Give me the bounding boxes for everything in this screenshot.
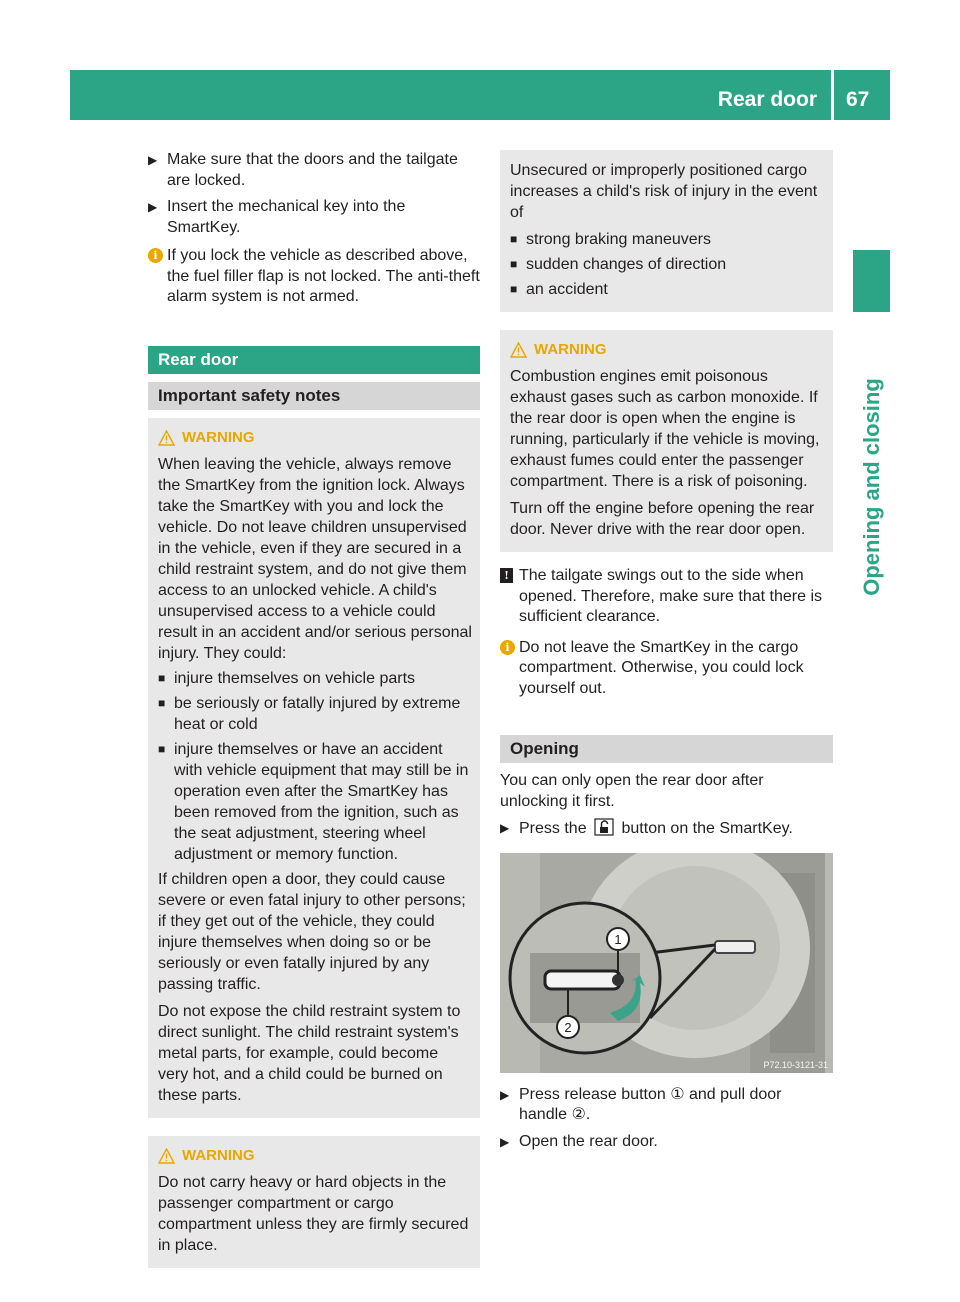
- callout-1-label: 1: [614, 931, 622, 947]
- step-item: [500, 818, 833, 843]
- step-text: Press release button ① and pull door handle ②.: [519, 1085, 782, 1123]
- warning-box: [148, 418, 480, 1118]
- warning-label: WARNING: [534, 341, 607, 358]
- step-item: [500, 1132, 833, 1153]
- step-text: Press the: [519, 820, 587, 837]
- bullet-icon: ■: [158, 741, 166, 756]
- warning-text: Do not carry heavy or hard objects in the passenger compartment or cargo compartment unless they are firmly secured in place.: [158, 1173, 469, 1254]
- warning-text: Combustion engines emit poisonous exhaust gases such as carbon monoxide. If the rear door is open when the engine is running, particularly if the vehicle is moving, exhaust fumes could enter the passenger compartment. There is a risk of poisoning.: [510, 368, 820, 490]
- callout-2-label: 2: [564, 1019, 572, 1035]
- left-column: [148, 150, 480, 1268]
- step-text: Make sure that the doors and the tailgate are locked.: [167, 151, 458, 189]
- subsection-heading: Important safety notes: [148, 382, 480, 410]
- step-arrow-icon: ▶: [500, 1087, 510, 1102]
- opening-text: You can only open the rear door after unlocking it first.: [500, 772, 764, 810]
- list-item: [158, 668, 472, 689]
- side-chapter-label: Opening and closing: [858, 378, 884, 596]
- step-item: [500, 1085, 833, 1126]
- warning-bullet-list: [510, 229, 825, 300]
- image-code: P72.10-3121-31: [763, 1059, 828, 1070]
- warning-triangle-icon: [510, 342, 527, 358]
- list-item: [158, 693, 472, 735]
- warning-triangle-icon: [158, 1148, 175, 1164]
- page-number: 67: [846, 88, 870, 111]
- step-arrow-icon: ▶: [500, 1134, 510, 1149]
- step-text: button on the SmartKey.: [621, 820, 793, 837]
- info-icon: i: [148, 248, 163, 263]
- notice-note: [500, 566, 833, 628]
- notice-text: The tailgate swings out to the side when opened. Therefore, make sure that there is sufficient clearance.: [519, 567, 822, 625]
- unlock-button-icon: [594, 818, 614, 843]
- info-text: If you lock the vehicle as described above, the fuel filler flap is not locked. The anti-theft alarm system is not armed.: [167, 247, 480, 305]
- warning-text: When leaving the vehicle, always remove the SmartKey from the ignition lock. Always take the SmartKey with you and lock the vehicle. Do not leave children unsupervised in the vehicle, even if they are secured in a child restraint system, and do not give them access to an unlocked vehicle. A child's unsupervised access to a vehicle could result in an accident and/or serious personal injury. They could:: [158, 455, 472, 662]
- list-item: [510, 279, 825, 300]
- info-note: [148, 246, 480, 308]
- step-arrow-icon: ▶: [148, 153, 158, 167]
- side-chapter-tab: [853, 312, 890, 662]
- warning-label: WARNING: [182, 1146, 255, 1164]
- list-item: [510, 254, 825, 275]
- warning-heading: [158, 1146, 472, 1166]
- step-text: Insert the mechanical key into the SmartKey.: [167, 198, 406, 236]
- bullet-icon: ■: [158, 670, 166, 685]
- warning-triangle-icon: [158, 430, 175, 446]
- warning-text: Turn off the engine before opening the rear door. Never drive with the rear door open.: [510, 500, 815, 538]
- list-item-text: injure themselves or have an accident with vehicle equipment that may still be in operation even after the SmartKey has been removed from the ignition, such as the seat adjustment, steering wheel adjustment or memory function.: [174, 740, 469, 863]
- list-item: [510, 229, 825, 250]
- section-heading-opening: Opening: [500, 735, 833, 763]
- page-header-title: Rear door: [717, 88, 817, 111]
- side-tab-marker: [853, 250, 890, 312]
- bullet-icon: ■: [510, 282, 518, 296]
- warning-heading: [158, 428, 472, 448]
- exclamation-icon: !: [500, 568, 513, 583]
- list-item-text: be seriously or fatally injured by extreme heat or cold: [174, 694, 461, 733]
- step-item: [148, 150, 480, 191]
- info-note: [500, 638, 833, 700]
- header-divider: [831, 70, 834, 120]
- info-icon: i: [500, 640, 515, 655]
- warning-text: If children open a door, they could cause severe or even fatal injury to other persons; if they get out of the vehicle, they could injure themselves when doing so or be seriously or even fatally injured by any passing traffic.: [158, 870, 466, 993]
- warning-text: Unsecured or improperly positioned cargo increases a child's risk of injury in the event of: [510, 162, 818, 221]
- info-text: Do not leave the SmartKey in the cargo compartment. Otherwise, you could lock yourself out.: [519, 638, 804, 697]
- warning-box: [500, 330, 833, 552]
- rear-door-illustration: [500, 853, 833, 1073]
- list-item-text: sudden changes of direction: [526, 256, 727, 273]
- section-heading: Rear door: [148, 346, 480, 374]
- list-item-text: injure themselves on vehicle parts: [174, 669, 416, 687]
- bullet-icon: ■: [510, 232, 518, 246]
- list-item: [158, 739, 472, 865]
- warning-bullet-list: [158, 668, 472, 865]
- step-text: Open the rear door.: [519, 1132, 658, 1150]
- list-item-text: strong braking maneuvers: [526, 231, 711, 248]
- step-arrow-icon: ▶: [500, 821, 510, 835]
- bullet-icon: ■: [158, 695, 166, 710]
- warning-heading: [510, 340, 825, 360]
- warning-text: Do not expose the child restraint system to direct sunlight. The child restraint system's metal parts, for example, could become very hot, and a child could be burned on these parts.: [158, 1002, 461, 1104]
- warning-continuation-box: [500, 150, 833, 312]
- bullet-icon: ■: [510, 257, 518, 271]
- step-item: [148, 197, 480, 238]
- right-column: [500, 150, 833, 1158]
- warning-box: [148, 1136, 480, 1268]
- list-item-text: an accident: [526, 281, 608, 298]
- step-arrow-icon: ▶: [148, 200, 158, 214]
- warning-label: WARNING: [182, 428, 255, 446]
